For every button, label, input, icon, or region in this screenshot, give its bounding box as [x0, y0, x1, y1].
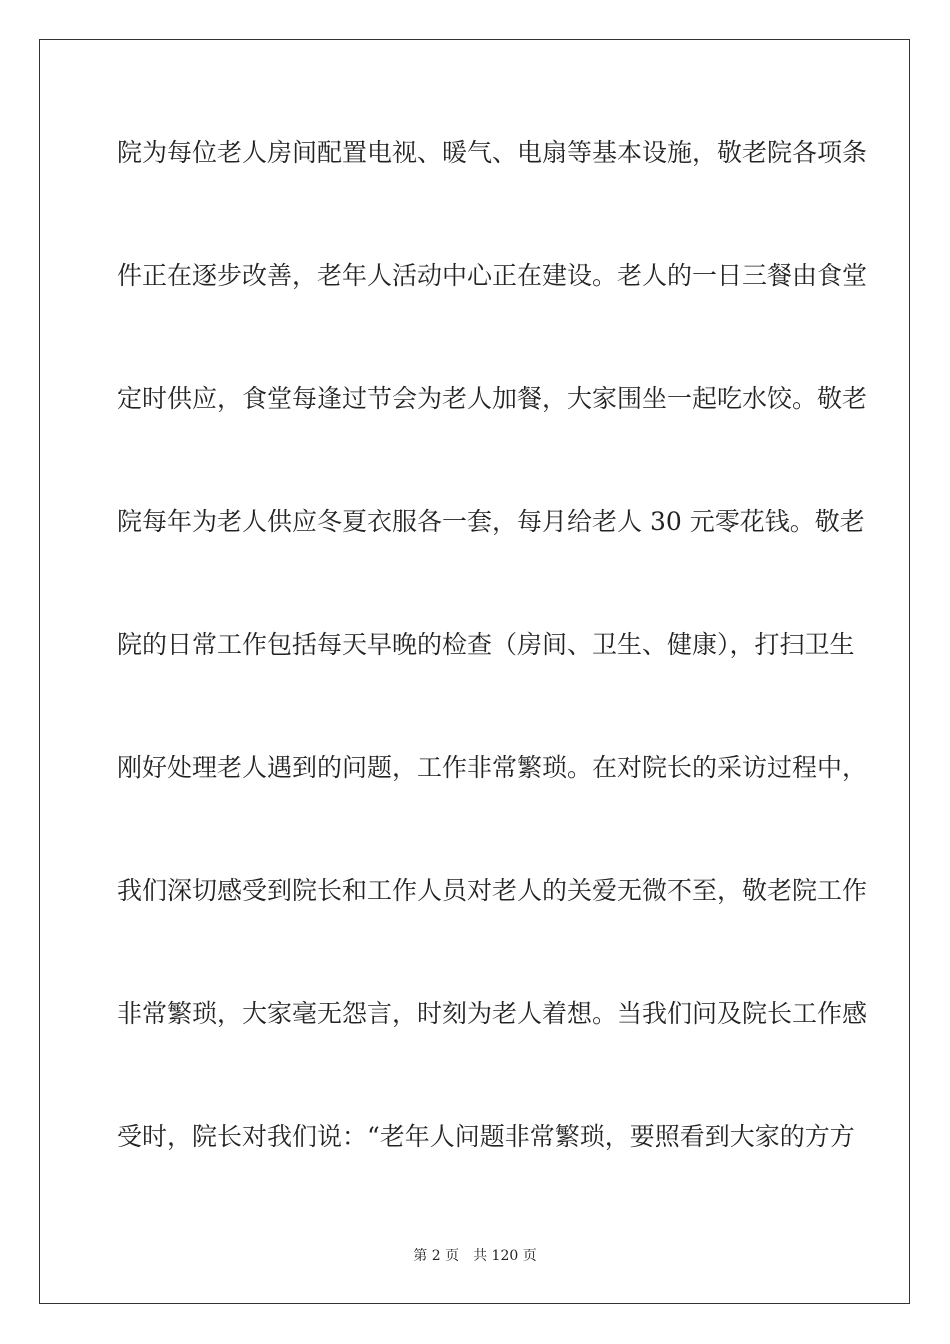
body-text-line: 我们深切感受到院长和工作人员对老人的关爱无微不至，敬老院工作: [117, 876, 868, 905]
body-text-line: 刚好处理老人遇到的问题，工作非常繁琐。在对院长的采访过程中，: [117, 753, 868, 782]
body-text-line: 院每年为老人供应冬夏衣服各一套，每月给老人 30 元零花钱。敬老: [117, 507, 865, 536]
body-text-line: 受时，院长对我们说：“老年人问题非常繁琐，要照看到大家的方方: [117, 1122, 855, 1151]
page-total: 共 120 页: [473, 1248, 537, 1264]
body-text-line: 定时供应，食堂每逢过节会为老人加餐，大家围坐一起吃水饺。敬老: [117, 384, 868, 413]
body-text-line: 院的日常工作包括每天早晚的检查（房间、卫生、健康），打扫卫生: [117, 630, 855, 659]
page-footer: [0, 1247, 950, 1265]
body-text-line: 院为每位老人房间配置电视、暖气、电扇等基本设施，敬老院各项条: [117, 138, 868, 167]
page-frame: [39, 39, 910, 1304]
body-text-line: 件正在逐步改善，老年人活动中心正在建设。老人的一日三餐由食堂: [117, 261, 868, 290]
body-text-line: 非常繁琐，大家毫无怨言，时刻为老人着想。当我们问及院长工作感: [117, 999, 868, 1028]
page-number: 第 2 页: [413, 1248, 460, 1264]
